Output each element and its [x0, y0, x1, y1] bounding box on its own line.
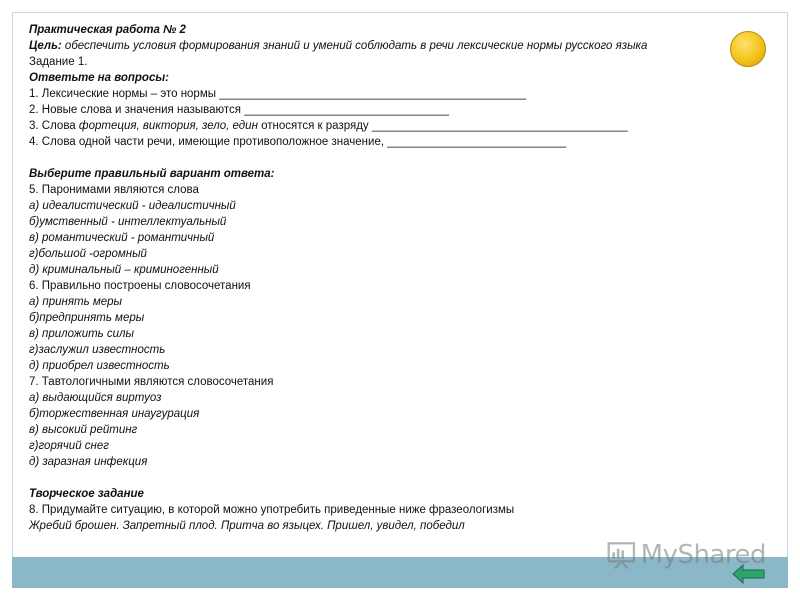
creative-heading: Творческое задание — [29, 488, 144, 500]
question-4: 4. Слова одной части речи, имеющие противоположное значение, ____________________________ — [29, 136, 567, 148]
spacer — [29, 470, 719, 486]
question-3-words: фортеция, виктория, зело, един — [78, 120, 258, 132]
presentation-board-icon — [606, 538, 637, 572]
option: в) романтический - романтичный — [29, 232, 215, 244]
question-1: 1. Лексические нормы – это нормы ________________________________________________ — [29, 88, 527, 100]
goal-line — [29, 38, 719, 54]
question-2: 2. Новые слова и значения называются ________________________________ — [29, 104, 449, 116]
option: б)торжественная инаугурация — [29, 408, 200, 420]
question-6: 6. Правильно построены словосочетания — [29, 280, 251, 292]
option: б)предпринять меры — [29, 312, 145, 324]
question-5: 5. Паронимами являются слова — [29, 184, 199, 196]
option: д) криминальный – криминогенный — [29, 264, 219, 276]
question-8: 8. Придумайте ситуацию, в которой можно употребить приведенные ниже фразеологизмы — [29, 504, 515, 516]
question-3-end: относятся к разряду ________________________________________ — [257, 120, 628, 132]
question-3 — [29, 118, 719, 134]
worksheet-title: Практическая работа № 2 — [29, 24, 186, 36]
section-heading-choose: Выберите правильный вариант ответа: — [29, 168, 275, 180]
watermark-text: MyShared — [640, 540, 766, 570]
question-7: 7. Тавтологичными являются словосочетания — [29, 376, 274, 388]
option: г)заслужил известность — [29, 344, 166, 356]
back-arrow-icon[interactable] — [732, 564, 766, 584]
option: в) высокий рейтинг — [29, 424, 138, 436]
yellow-circle-icon[interactable] — [730, 31, 766, 67]
goal-text: обеспечить условия формирования знаний и умений соблюдать в речи лексические нормы русского языка — [61, 40, 648, 52]
spacer — [29, 150, 719, 166]
section-heading-questions: Ответьте на вопросы: — [29, 72, 169, 84]
option: а) принять меры — [29, 296, 122, 308]
task-label: Задание 1. — [29, 56, 88, 68]
worksheet — [29, 22, 719, 534]
idioms-line: Жребий брошен. Запретный плод. Притча во языцех. Пришел, увидел, победил — [29, 520, 465, 532]
option: б)умственный - интеллектуальный — [29, 216, 227, 228]
option: г)горячий снег — [29, 440, 109, 452]
option: а) идеалистический - идеалистичный — [29, 200, 236, 212]
option: д) заразная инфекция — [29, 456, 148, 468]
option: д) приобрел известность — [29, 360, 170, 372]
option: г)большой -огромный — [29, 248, 147, 260]
question-3-start: 3. Слова — [29, 120, 79, 132]
option: а) выдающийся виртуоз — [29, 392, 162, 404]
goal-label: Цель: — [29, 40, 62, 52]
option: в) приложить силы — [29, 328, 134, 340]
